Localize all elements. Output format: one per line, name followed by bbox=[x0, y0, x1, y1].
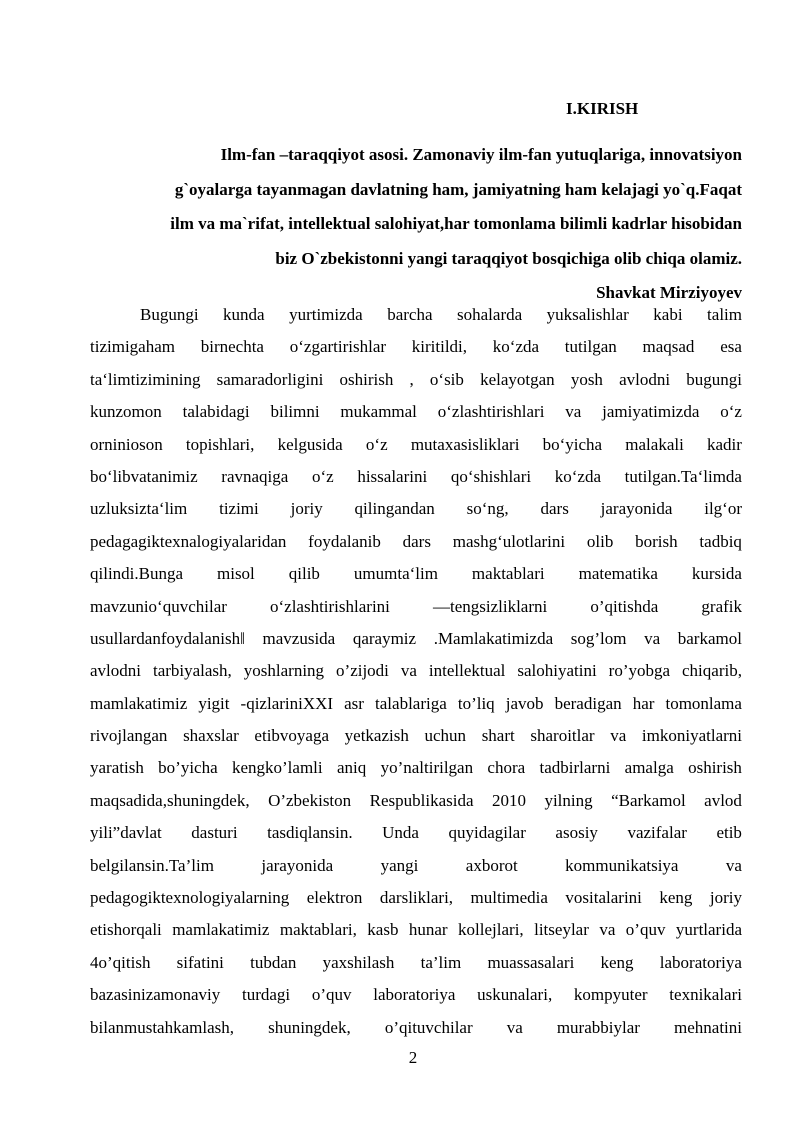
word: dars bbox=[540, 499, 569, 519]
word: aniq bbox=[336, 758, 367, 778]
epigraph-line: ilm va ma`rifat, intellektual salohiyat,har tomonlama bilimli kadrlar hisobidan bbox=[170, 214, 742, 233]
word: shuningdek, bbox=[268, 1017, 351, 1037]
word: texnikalari bbox=[669, 985, 742, 1005]
body-line bbox=[90, 785, 742, 817]
word: qilingandan bbox=[354, 499, 435, 519]
word: mamlakatimiz bbox=[172, 920, 270, 940]
body-line bbox=[90, 558, 742, 590]
word: kadir bbox=[707, 434, 742, 454]
word: 2010 bbox=[491, 790, 526, 810]
word: borish bbox=[635, 531, 678, 551]
word: va bbox=[725, 855, 742, 875]
word: oshirish bbox=[688, 758, 742, 778]
word: o’qitishda bbox=[590, 596, 659, 616]
word: o‘z bbox=[720, 402, 742, 422]
word: etishorqali bbox=[90, 920, 162, 940]
word: kelgusida bbox=[277, 434, 343, 454]
word: yaxshilash bbox=[322, 952, 395, 972]
word: malakali bbox=[625, 434, 684, 454]
word: amalga bbox=[624, 758, 674, 778]
body-paragraph bbox=[90, 299, 742, 1044]
word: axborot bbox=[465, 855, 518, 875]
word: avlod bbox=[704, 790, 742, 810]
word: -qizlariniXXI bbox=[240, 693, 334, 713]
word: kengko’lamli bbox=[231, 758, 323, 778]
word: tutilgan bbox=[564, 337, 617, 357]
word: elektron bbox=[306, 888, 363, 908]
word: etib bbox=[716, 823, 742, 843]
body-line bbox=[90, 688, 742, 720]
word: 4o’qitish bbox=[90, 952, 151, 972]
word: kelayotgan bbox=[480, 369, 555, 389]
word: tubdan bbox=[250, 952, 297, 972]
word: sifatini bbox=[176, 952, 224, 972]
word: maktablari, bbox=[279, 920, 357, 940]
word: maqsad bbox=[642, 337, 695, 357]
word: va bbox=[565, 402, 582, 422]
word: va bbox=[610, 726, 627, 746]
word: misol bbox=[217, 564, 255, 584]
word: imkoniyatlarni bbox=[641, 726, 742, 746]
word: so‘ng, bbox=[466, 499, 509, 519]
word: etibvoyaga bbox=[254, 726, 330, 746]
word: kiritildi, bbox=[411, 337, 468, 357]
word: bo‘yicha bbox=[542, 434, 603, 454]
word: asr bbox=[344, 693, 364, 713]
word: talablariga bbox=[375, 693, 447, 713]
word: bo‘libvatanimiz bbox=[90, 466, 198, 486]
word: beradigan bbox=[554, 693, 622, 713]
word: asosiy bbox=[555, 823, 598, 843]
word: avlodni bbox=[619, 369, 671, 389]
word: quyidagilar bbox=[448, 823, 526, 843]
word: salohiyatini bbox=[517, 661, 597, 681]
word: pedagogiktexnologiyalarning bbox=[90, 888, 290, 908]
word: joriy bbox=[709, 888, 742, 908]
word: intellektual bbox=[428, 661, 506, 681]
word: mukammal bbox=[340, 402, 417, 422]
word: ko‘zda bbox=[492, 337, 540, 357]
word: sog’lom bbox=[570, 628, 627, 648]
word: shaxslar bbox=[183, 726, 239, 746]
word: umumta‘lim bbox=[353, 564, 438, 584]
word: O’zbekiston bbox=[268, 790, 352, 810]
word: vositalarini bbox=[565, 888, 642, 908]
word: qaraymiz bbox=[352, 628, 417, 648]
word: jarayonida bbox=[261, 855, 334, 875]
word: grafik bbox=[701, 596, 742, 616]
word: yoshlarning bbox=[243, 661, 325, 681]
word: o’quv bbox=[311, 985, 352, 1005]
word: birnechta bbox=[200, 337, 264, 357]
word: keng bbox=[659, 888, 693, 908]
word: shart bbox=[481, 726, 515, 746]
word: yetkazish bbox=[344, 726, 409, 746]
word: bo’yicha bbox=[158, 758, 218, 778]
word: javob bbox=[505, 693, 544, 713]
word: sharoitlar bbox=[530, 726, 595, 746]
word: kabi bbox=[653, 305, 683, 324]
word: dars bbox=[402, 531, 431, 551]
word: va bbox=[506, 1017, 523, 1037]
word: joriy bbox=[290, 499, 323, 519]
word: mehnatini bbox=[674, 1017, 742, 1037]
body-line bbox=[90, 331, 742, 363]
word: yuksalishlar bbox=[546, 305, 629, 324]
word: tomonlama bbox=[665, 693, 742, 713]
word: jarayonida bbox=[600, 499, 673, 519]
word: yurtlarida bbox=[675, 920, 742, 940]
word: kasb bbox=[367, 920, 399, 940]
word: maktablari bbox=[471, 564, 545, 584]
word: bilimni bbox=[270, 402, 320, 422]
word: va bbox=[599, 920, 616, 940]
word: murabbiylar bbox=[556, 1017, 640, 1037]
word: o‘zgartirishlar bbox=[289, 337, 387, 357]
word: uskunalari, bbox=[477, 985, 553, 1005]
word: yili”davlat bbox=[90, 823, 162, 843]
word: laboratoriya bbox=[373, 985, 456, 1005]
word: o‘zlashtirishlarini bbox=[269, 596, 390, 616]
word: ko‘zda bbox=[554, 466, 602, 486]
body-line bbox=[90, 752, 742, 784]
word: topishlari, bbox=[185, 434, 255, 454]
word: o‘z bbox=[365, 434, 388, 454]
word: multimedia bbox=[470, 888, 548, 908]
body-line bbox=[90, 623, 742, 655]
word: barkamol bbox=[677, 628, 742, 648]
body-line bbox=[90, 720, 742, 752]
word: bazasinizamonaviy bbox=[90, 985, 221, 1005]
word: va bbox=[644, 628, 661, 648]
word: darsliklari, bbox=[379, 888, 454, 908]
word: chiqarib, bbox=[682, 661, 742, 681]
word: mavzusida bbox=[262, 628, 336, 648]
word: chora bbox=[487, 758, 526, 778]
body-line bbox=[90, 979, 742, 1011]
word: yurtimizda bbox=[289, 305, 363, 324]
word: ―tengsizliklarni bbox=[432, 596, 548, 616]
body-line bbox=[90, 947, 742, 979]
word: kommunikatsiya bbox=[565, 855, 679, 875]
word: hunar bbox=[408, 920, 448, 940]
word: qo‘shishlari bbox=[450, 466, 532, 486]
word: o‘sib bbox=[429, 369, 464, 389]
word: yaratish bbox=[90, 758, 144, 778]
body-line bbox=[90, 299, 742, 331]
word: esa bbox=[720, 337, 742, 357]
word: kompyuter bbox=[573, 985, 648, 1005]
body-line bbox=[90, 429, 742, 461]
word: ilg‘or bbox=[704, 499, 742, 519]
epigraph-quote bbox=[90, 138, 742, 311]
word: o’qituvchilar bbox=[384, 1017, 473, 1037]
word: uzluksizta‘lim bbox=[90, 499, 188, 519]
word: yigit bbox=[198, 693, 230, 713]
word: mavzunio‘quvchilar bbox=[90, 596, 227, 616]
body-line bbox=[90, 396, 742, 428]
word: ravnaqiga bbox=[221, 466, 289, 486]
word: ro’yobga bbox=[608, 661, 671, 681]
word: o‘z bbox=[311, 466, 334, 486]
body-line bbox=[90, 364, 742, 396]
word: maqsadida,shuningdek, bbox=[90, 790, 250, 810]
word: uchun bbox=[424, 726, 467, 746]
word: yo’naltirilgan bbox=[380, 758, 474, 778]
body-line bbox=[90, 882, 742, 914]
word: bilanmustahkamlash, bbox=[90, 1017, 235, 1037]
word: belgilansin.Ta’lim bbox=[90, 855, 214, 875]
word: o’quv bbox=[625, 920, 666, 940]
word: yangi bbox=[380, 855, 419, 875]
body-line bbox=[90, 914, 742, 946]
word: hissalarini bbox=[357, 466, 428, 486]
body-line bbox=[90, 591, 742, 623]
word: Bugungi bbox=[140, 305, 199, 324]
word: qilib bbox=[288, 564, 320, 584]
epigraph-author: Shavkat Mirziyoyev bbox=[596, 283, 742, 302]
word: o’zijodi bbox=[336, 661, 389, 681]
word: kollejlari, bbox=[458, 920, 524, 940]
word: keng bbox=[600, 952, 634, 972]
body-line bbox=[90, 526, 742, 558]
word: jamiyatimizda bbox=[602, 402, 700, 422]
word: matematika bbox=[578, 564, 658, 584]
word: usullardanfoydalanish‖ bbox=[90, 628, 245, 648]
word: o‘zlashtirishlari bbox=[437, 402, 545, 422]
word: tarbiyalash, bbox=[152, 661, 232, 681]
word: orninioson bbox=[90, 434, 163, 454]
word: qilindi.Bunga bbox=[90, 564, 184, 584]
word: tizimigaham bbox=[90, 337, 175, 357]
word: to’liq bbox=[457, 693, 495, 713]
word: talim bbox=[707, 305, 742, 324]
word: dasturi bbox=[191, 823, 238, 843]
word: , bbox=[409, 369, 414, 389]
body-line bbox=[90, 1012, 742, 1044]
word: tadbirlarni bbox=[539, 758, 611, 778]
word: olib bbox=[586, 531, 614, 551]
word: .Mamlakatimizda bbox=[433, 628, 554, 648]
word: yosh bbox=[570, 369, 603, 389]
body-line bbox=[90, 817, 742, 849]
word: tadbiq bbox=[699, 531, 742, 551]
body-line bbox=[90, 493, 742, 525]
word: oshirish bbox=[339, 369, 394, 389]
page-number: 2 bbox=[408, 1048, 418, 1067]
word: tizimi bbox=[219, 499, 259, 519]
word: mashg‘ulotlarini bbox=[452, 531, 566, 551]
word: Unda bbox=[382, 823, 419, 843]
section-heading: I.KIRISH bbox=[566, 99, 639, 118]
word: turdagi bbox=[242, 985, 291, 1005]
word: ta’lim bbox=[420, 952, 462, 972]
word: litseylar bbox=[534, 920, 589, 940]
word: har bbox=[632, 693, 655, 713]
word: kursida bbox=[691, 564, 742, 584]
word: pedagagiktexnalogiyalaridan bbox=[90, 531, 287, 551]
word: sohalarda bbox=[457, 305, 523, 324]
body-line bbox=[90, 850, 742, 882]
word: rivojlangan bbox=[90, 726, 168, 746]
word: yilning bbox=[544, 790, 593, 810]
word: bugungi bbox=[686, 369, 742, 389]
body-line bbox=[90, 461, 742, 493]
epigraph-line: Ilm-fan –taraqqiyot asosi. Zamonaviy ilm-fan yutuqlariga, innovatsiyon bbox=[220, 145, 742, 164]
word: ta‘limtizimining bbox=[90, 369, 201, 389]
epigraph-line: biz O`zbekistonni yangi taraqqiyot bosqichiga olib chiqa olamiz. bbox=[275, 248, 742, 268]
word: vazifalar bbox=[627, 823, 687, 843]
word: tasdiqlansin. bbox=[267, 823, 353, 843]
word: mamlakatimiz bbox=[90, 693, 188, 713]
word: foydalanib bbox=[308, 531, 381, 551]
word: avlodni bbox=[90, 661, 141, 681]
word: barcha bbox=[387, 305, 433, 324]
word: samaradorligini bbox=[216, 369, 324, 389]
word: tutilgan.Ta‘limda bbox=[624, 466, 742, 486]
word: talabidagi bbox=[182, 402, 250, 422]
epigraph-line: g`oyalarga tayanmagan davlatning ham, jamiyatning ham kelajagi yo`q.Faqat bbox=[174, 179, 742, 199]
word: mutaxasisliklari bbox=[410, 434, 520, 454]
word: kunzomon bbox=[90, 402, 162, 422]
word: “Barkamol bbox=[611, 790, 686, 810]
word: va bbox=[400, 661, 417, 681]
body-line bbox=[90, 655, 742, 687]
word: laboratoriya bbox=[659, 952, 742, 972]
word: muassasalari bbox=[487, 952, 575, 972]
word: Respublikasida bbox=[369, 790, 474, 810]
word: kunda bbox=[223, 305, 265, 324]
